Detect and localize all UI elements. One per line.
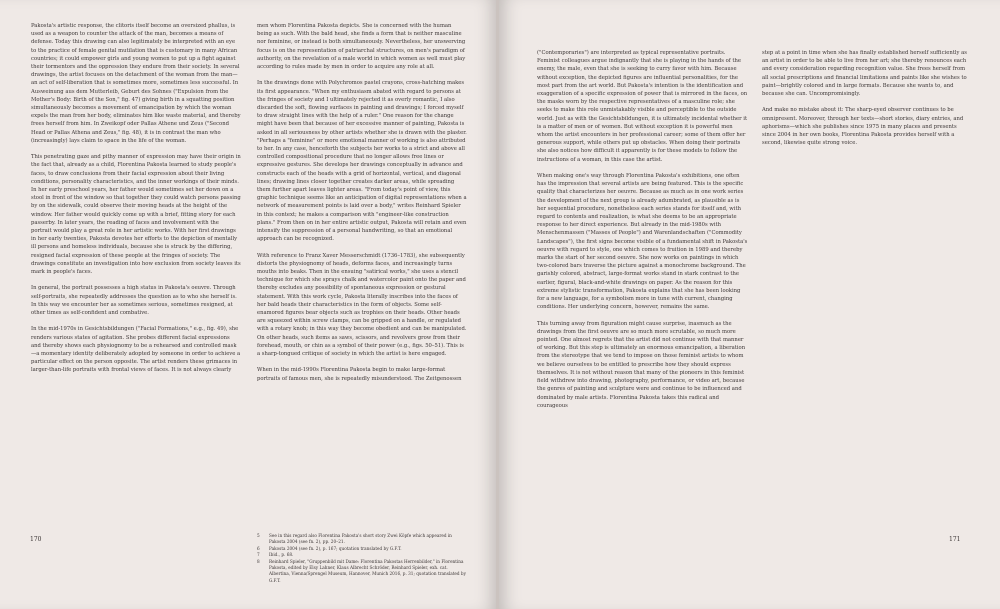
right-column-2 bbox=[762, 49, 972, 156]
paragraph: This turning away from figuration might cause surprise, inasmuch as the drawings from the first oeuvre are so much more scrutable, so much more pointed. One almost regrets that the artist did not continue with that manner of working. But this step is ultimately an enormous emancipation, a liberation from the stereotype that we tend to impose on those feminist artists to whom we believe ourselves to be entitled to prescribe how they should express themselves. It is not without reason that many of the pioneers in this feminist field withdrew into drawing, photography, performance, or video art, because the genres of painting and sculpture were and continue to be influenced and dominated by male artists. Florentina Pakosta takes this radical and courageous bbox=[537, 320, 746, 409]
left-column-2 bbox=[257, 22, 467, 391]
footnote-text: Pakosta 2004 (see fn. 2), p. 167; quotation translated by G.F.T. bbox=[269, 545, 402, 551]
footnotes bbox=[257, 533, 467, 584]
paragraph: step at a point in time when she has finally established herself sufficiently as an artist in order to be able to live from her art; she thereby renounces each and every consideration regarding recognition value. She frees herself from all social prescriptions and financial limitations and paints like she wishes to paint—brightly colored and in large formats. Because she wants to, and because she can. Uncompromisingly. bbox=[762, 50, 967, 98]
paragraph: ("Contemporaries") are interpreted as typical representative portraits. Feminist colleagues argue indignantly that she is playing in the hands of the enemy, the male, even that she is seeking to curry favor with him. Because without exception, the depicted figures are influential personalities, for the most part from the art world. But Pakosta's intention is the identification and exaggeration of a specific expression of power that is mirrored in the faces, on the masks worn by the respective representatives of a masculine role; she seeks to make this role unmistakably visible and perceptible to the outside world. Just as with the Gesichtsbildungen, it is ultimately incidental whether it is a matter of men or of women. But without exception it is powerful men whom the artist encounters in her professional career; some of them offer her generous support, while others put up obstacles. When doing their portraits she also notices how difficult it apparently is for these models to follow the instructions of a woman, in this case the artist. bbox=[537, 50, 748, 163]
paragraph: This penetrating gaze and pithy manner of expression may have their origin in the fact that, already as a child, Florentina Pakosta learned to study people's faces, to draw conclusions from their facial expression about their living conditions, personality characteristics, and the inner workings of their minds. In her early preschool years, her father would sometimes set her down on a stool in front of the window so that together they could watch persons passing by on the sidewalk, could observe their moving heads at the height of the window. Her father would quickly come up with a brief, fitting story for each passerby. In later years, the reading of faces and involvement with the portrait would play a great role in her artistic works. With her first drawings in her early twenties, Pakosta devotes her efforts to the depiction of mentally ill persons and homeless individuals, because she is struck by the differing, resigned facial expression of these people at the fringes of society. The drawings constitute an investigation into how exclusion from society leaves its mark in people's faces. bbox=[31, 154, 241, 276]
paragraph: In general, the portrait possesses a high status in Pakosta's oeuvre. Through self-portraits, she repeatedly addresses the question as to who she herself is. In this way we encounter her as sometimes serious, sometimes resigned, at other times as self-confident and combative. bbox=[31, 285, 237, 317]
footnote-number: 8 bbox=[257, 558, 260, 564]
paragraph: With reference to Franz Xaver Messerschmidt (1736–1783), she subsequently distorts the physiognomy of heads, deforms faces, and increasingly turns mouths into beaks. Then in the ensuing "satirical works," she uses a stencil technique for which she sprays chalk and watercolor paint onto the paper and thereby excludes any possibility of spontaneous expression or gestural statement. With this work cycle, Pakosta literally inscribes into the faces of her bald heads their characteristics in the form of objects. Some self-enamored figures bear objects such as trophies on their heads. Other heads are squeezed within screw clamps, can be gripped on a handle, or regulated with a rotary knob; in this way they become obedient and can be manipulated. On other heads, such items as saws, scissors, and revolvers grow from their forehead, mouth, or chin as a symbol of their power (e.g., figs. 50–51). This is a sharp-tongued critique of society in which the artist is here engaged. bbox=[257, 252, 467, 358]
paragraph: In the drawings done with Polychromos pastel crayons, cross-hatching makes its first appearance. "When my enthusiasm abated with regard to persons at the fringes of society and I ultimately rejected it as overly romantic, I also discarded the soft, flowing surfaces in painting and drawings; I forced myself to draw straight lines with the help of a ruler." One reason for the change might have been that because of her excessive manner of painting, Pakosta is asked in all seriousness by other artists whether she is drawn with the plaster. "Perhaps a "feminine" or more emotional manner of working is also attributed to her. In any case, henceforth the subjects her works to a strict and above all controlled compositional procedure that no longer allows free lines or expressive gestures. She develops her drawings conceptually in advance and constructs each of the heads with a grid of horizontal, vertical, and diagonal lines; drawing lines closer together creates darker areas, while spreading them further apart leaves lighter areas. "From today's point of view, this graphic technique seems like an anticipation of digital representations when a network of measurement points is laid over a body," writes Reinhard Spieler in this context; he makes a comparison with "engineer-like construction plans." From then on in her entire artistic output, Pakosta will retain and even intensify the suppression of a personal handwriting, so that an emotional approach can be recognized. bbox=[257, 80, 467, 243]
footnote-text: See in this regard also Florentina Pakosta's short story Zwei Köpfe which appeared in Pakosta 2004 (see fn. 2), pp. 20–21. bbox=[269, 533, 452, 545]
footnote-number: 6 bbox=[257, 545, 260, 551]
page-number: 171 bbox=[949, 536, 961, 543]
footnote bbox=[257, 559, 467, 585]
paragraph: When in the mid-1990s Florentina Pakosta begin to make large-format portraits of famous men, she is repeatedly misunderstood. The Zeitgenossen bbox=[257, 367, 462, 382]
footnote-text: Ibid., p. 68. bbox=[269, 552, 294, 558]
footnote-number: 5 bbox=[257, 533, 260, 538]
right-page bbox=[499, 0, 1000, 609]
footnote-number: 7 bbox=[257, 552, 260, 558]
left-page bbox=[0, 0, 497, 609]
right-column-1 bbox=[537, 49, 749, 418]
paragraph: men whom Florentina Pakosta depicts. She is concerned with the human being as such. With the bald head, she finds a form that is neither masculine nor feminine, or instead is both simultaneously. Nevertheless, her unswerving focus is on the representation of patriarchal structures, on men's paradigm of authority, on the revelation of a male world in which women as well must play according to rules made by men in order to acquire any role at all. bbox=[257, 23, 466, 71]
page-number: 170 bbox=[30, 536, 42, 543]
footnote-text: Reinhard Spieler, "Gruppenbild mit Dame: Florentina Pakostas Herrenbilder," in Florentina Pakosta, edited by Elsy Lahner, Klaus Albrecht Schröder, Reinhard Spieler, exh. cat. Albertina, Vienna/Sprengel Museum, Hannover, Munich 2016, p. 31; quotation translated by G.F.T. bbox=[269, 558, 466, 583]
paragraph: And make no mistake about it: The sharp-eyed observer continues to be omnipresent. Moreover, through her texts—short stories, diary entries, and aphorisms—which she publishes since 1975 in many places and presents since 2004 in her own books, Florentina Pakosta provides herself with a second, likewise quite strong voice. bbox=[762, 107, 964, 147]
left-column-1 bbox=[31, 22, 241, 383]
paragraph: Pakosta's artistic response, the clitoris itself become an oversized phallus, is used as a weapon to counter the attack of the man, becomes a means of defense. Today this drawing can also legitimately be interpreted with an eye to the practice of female genital mutilation that is customary in many African countries; it could empower girls and young women to put up a fight against their tormentors and the oppression they endure from their society. In several drawings, the artist focuses on the detachment of the woman from the man—an act of self-liberation that is sometimes more, sometimes less successful. In Ausweinung aus dem Mutterleib, Geburt des Sohnes ("Expulsion from the Mother's Body: Birth of the Son," fig. 47) giving birth in a squatting position simultaneously becomes a movement of emancipation by which the woman expels the man from her body, eliminates him like waste material, and thereby frees herself from him. In Zweikopf oder Pallas Athene und Zeus ("Second Head or Pallas Athena and Zeus," fig. 48), it is in contrast the man who (increasingly) lays claim to space in the life of the woman. bbox=[31, 23, 241, 144]
paragraph: When making one's way through Florentina Pakosta's exhibitions, one often has the impression that several artists are being featured. This is the specific quality that characterizes her oeuvre. Because as much as in one work series the development of the next group is already adumbrated, as plausible as is her sequential procedure, nonetheless each series stands for itself and, with regard to contents and realization, is what she deems to be an appropriate response to her direct experience. But already in the mid-1980s with Menschenmassen ("Masses of People") and Warenlandschaften ("Commodity Landscapes"), the first signs become visible of a fundamental shift in Pakosta's oeuvre with regard to style, one which comes to fruition in 1989 and thereby marks the start of her second oeuvre. She now works on paintings in which two-colored bars traverse the picture against a monochrome background. The garishly colored, abstract, large-format works stand in stark contrast to the earlier, figural, black-and-white drawings on paper. As the reason for this extreme stylistic transformation, Pakosta explains that she has been looking for a new language, for a symbolism more in tune with current, changing conditions. Her underlying concern, however, remains the same. bbox=[537, 173, 748, 311]
footnote bbox=[257, 533, 467, 546]
paragraph: In the mid-1970s in Gesichtsbildungen ("Facial Formations," e.g., fig. 49), she renders various states of agitation. She probes different facial expressions and thereby shows each physiognomy to be a rehearsed and controlled mask—a momentary identity deliberately adopted by someone in order to achieve a particular effect on the person opposite. The artist renders these grimaces in larger-than-life portraits with frontal views of faces. It is not always clearly bbox=[31, 326, 241, 374]
